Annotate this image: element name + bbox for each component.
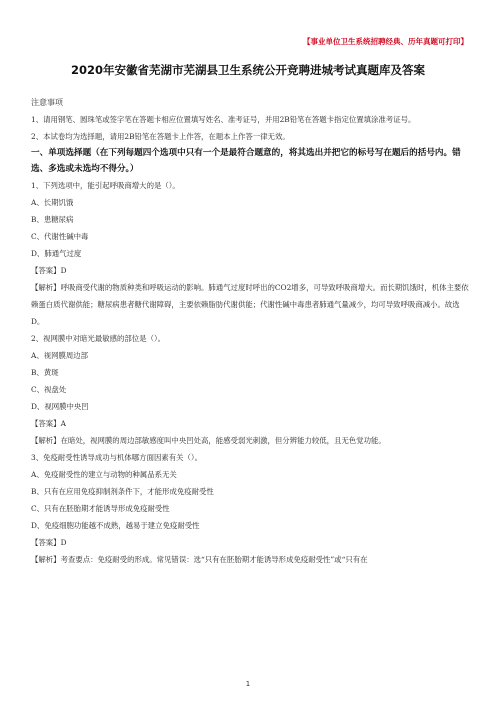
question-2-option-b: B、黄斑 bbox=[31, 368, 59, 377]
question-1-stem: 1、下列选项中，能引起呼吸商增大的是（）。 bbox=[31, 181, 180, 190]
question-3-option-b: B、只有在应用免疫抑制剂条件下，才能形成免疫耐受性 bbox=[31, 487, 214, 496]
question-2-option-d: D、视网膜中央凹 bbox=[31, 402, 89, 411]
question-3-option-d: D、免疫细胞功能越不成熟，越易于建立免疫耐受性 bbox=[31, 521, 200, 530]
question-2-answer: 【答案】A bbox=[31, 419, 66, 428]
question-2-stem: 2、视网膜中对暗光最敏感的部位是（）。 bbox=[31, 334, 166, 343]
question-3-option-c: C、只有在胚胎期才能诱导形成免疫耐受性 bbox=[31, 504, 170, 513]
question-2-analysis: 【解析】在暗处，视网膜的周边部敏感度叫中央凹处高，能感受弱光刺激，但分辨能力较低，且无色觉功能。 bbox=[31, 436, 386, 445]
header-banner: 【事业单位卫生系统招聘经典、历年真题可打印】 bbox=[303, 37, 468, 46]
note-item-1: 1、请用钢笔、圆珠笔或签字笔在答题卡相应位置填写姓名、准考证号，并用2B铅笔在答题卡指定位置填涂准考证号。 bbox=[31, 115, 416, 124]
question-1-option-c: C、代谢性碱中毒 bbox=[31, 232, 89, 241]
question-2-option-c: C、视盘处 bbox=[31, 385, 67, 394]
note-item-2: 2、本试卷均为选择题，请用2B铅笔在答题卡上作答，在题本上作答一律无效。 bbox=[31, 132, 290, 141]
question-3-option-a: A、免疫耐受性的建立与动物的种属品系无关 bbox=[31, 470, 177, 479]
question-3-answer: 【答案】D bbox=[31, 538, 67, 547]
question-1-answer: 【答案】D bbox=[31, 266, 67, 275]
question-1-option-b: B、患糖尿病 bbox=[31, 215, 74, 224]
question-1-option-a: A、长期饥饿 bbox=[31, 198, 74, 207]
question-3-stem: 3、免疫耐受性诱导成功与机体哪方面因素有关（）。 bbox=[31, 453, 202, 462]
question-3-analysis: 【解析】考查要点：免疫耐受的形成。常见错误：选“只有在胚胎期才能诱导形成免疫耐受性”或“只有在 bbox=[31, 555, 368, 564]
question-1-option-d: D、肺通气过度 bbox=[31, 249, 82, 258]
document-body bbox=[31, 94, 471, 568]
page-title: 2020年安徽省芜湖市芜湖县卫生系统公开竞聘进城考试真题库及答案 bbox=[70, 63, 425, 77]
section-title: 一、单项选择题（在下列每题四个选项中只有一个是最符合题意的，将其选出并把它的标号写在题后的括号内。错选、多选或未选均不得分。） bbox=[31, 148, 461, 174]
question-2-option-a: A、视网膜周边部 bbox=[31, 351, 89, 360]
page-number: 1 bbox=[245, 680, 251, 688]
notes-heading: 注意事项 bbox=[31, 98, 63, 107]
question-1-analysis: 【解析】呼吸商受代谢的物质种类和呼吸运动的影响。肺通气过度时呼出的CO2增多，可导致呼吸商增大。而长期饥饿时，机体主要依赖蛋白质代谢供能；糖尿病患者糖代谢障碍，主要依赖脂肪代谢供能；代谢性碱中毒患者肺通气量减少，均可导致呼吸商减小。故选D。 bbox=[31, 283, 469, 326]
